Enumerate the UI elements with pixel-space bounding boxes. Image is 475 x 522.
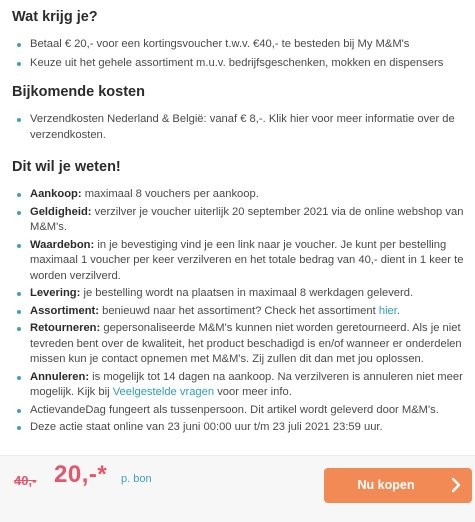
- list-item-geldigheid: [12, 205, 467, 236]
- list-item-assortiment: [12, 304, 467, 320]
- list-item-levering: [12, 286, 467, 302]
- item-text: is mogelijk tot 14 dagen na aankoop. Na verzilveren is annuleren niet meer mogelijk. Kijk bij: [30, 370, 463, 398]
- section-title-bijkomende-kosten: Bijkomende kosten: [12, 84, 145, 100]
- chevron-right-icon: [448, 477, 464, 493]
- list-item-waardebon: [12, 238, 467, 285]
- item-label: Waardebon:: [30, 238, 95, 251]
- purchase-bar: [0, 455, 475, 522]
- new-price: 20,-*: [54, 461, 108, 488]
- item-text: Deze actie staat online van 23 juni 00:00 uur t/m 23 juli 2021 23:59 uur.: [30, 421, 383, 433]
- item-text: benieuwd naar het assortiment? Check het assortiment: [99, 304, 379, 317]
- item-label: Geldigheid:: [30, 205, 92, 218]
- old-price: 40,-: [14, 473, 37, 488]
- list-good-to-know: [12, 187, 467, 438]
- price-unit: p. bon: [121, 473, 152, 485]
- item-text: je bestelling wordt na plaatsen in maximaal 8 werkdagen geleverd.: [80, 287, 414, 299]
- list-item: Keuze uit het gehele assortiment m.u.v. bedrijfsgeschenken, mokken en dispensers: [12, 56, 467, 72]
- item-label: Assortiment:: [30, 304, 99, 317]
- assortiment-link[interactable]: hier: [378, 304, 397, 317]
- item-text: maximaal 8 vouchers per aankoop.: [81, 188, 259, 200]
- list-item-aankoop: [12, 187, 467, 203]
- item-text-after: .: [396, 304, 400, 317]
- list-item-retourneren: [12, 321, 467, 368]
- list-extra-costs: [12, 112, 467, 143]
- buy-now-button[interactable]: [324, 468, 472, 503]
- item-text: gepersonaliseerde M&M's kunnen niet worden geretourneerd. Als je niet tevreden bent over de kwaliteit, het product beschadigd is en/of wanneer er onderdelen missen kun je contact opnemen met M&M's. Zij zullen dit dan met jou oplossen.: [30, 322, 462, 365]
- item-label: Aankoop:: [30, 188, 82, 200]
- faq-link[interactable]: Veelgestelde vragen: [112, 386, 215, 398]
- list-item-actieperiode: [12, 420, 467, 436]
- list-item-tussenpersoon: [12, 403, 467, 419]
- list-item: Betaal € 20,- voor een kortingsvoucher t.w.v. €40,- te besteden bij My M&M's: [12, 37, 467, 53]
- item-text: verzilver je voucher uiterlijk 20 september 2021 via de online webshop van M&M's.: [30, 205, 464, 233]
- section-title-dit-wil-je-weten: Dit wil je weten!: [12, 159, 121, 175]
- item-text-after: voor meer info.: [214, 386, 292, 398]
- list-item-annuleren: [12, 370, 467, 401]
- item-text: in je bevestiging vind je een link naar je voucher. Je kunt per bestelling maximaal 1 voucher per keer verzilveren en het totale bedrag van 40,- dient in 1 keer te worden verzilverd.: [30, 238, 464, 282]
- item-label: Levering:: [30, 287, 81, 299]
- item-label: Retourneren:: [30, 322, 101, 334]
- list-item: Verzendkosten Nederland & België: vanaf € 8,-. Klik hier voor meer informatie over de verzendkosten.: [12, 112, 467, 143]
- item-text: ActievandeDag fungeert als tussenpersoon. Dit artikel wordt geleverd door M&M's.: [30, 403, 439, 416]
- buy-now-label: Nu kopen: [357, 478, 415, 492]
- item-label: Annuleren:: [30, 370, 90, 383]
- list-what-you-get: [12, 37, 467, 74]
- section-title-wat-krijg-je: Wat krijg je?: [12, 9, 98, 25]
